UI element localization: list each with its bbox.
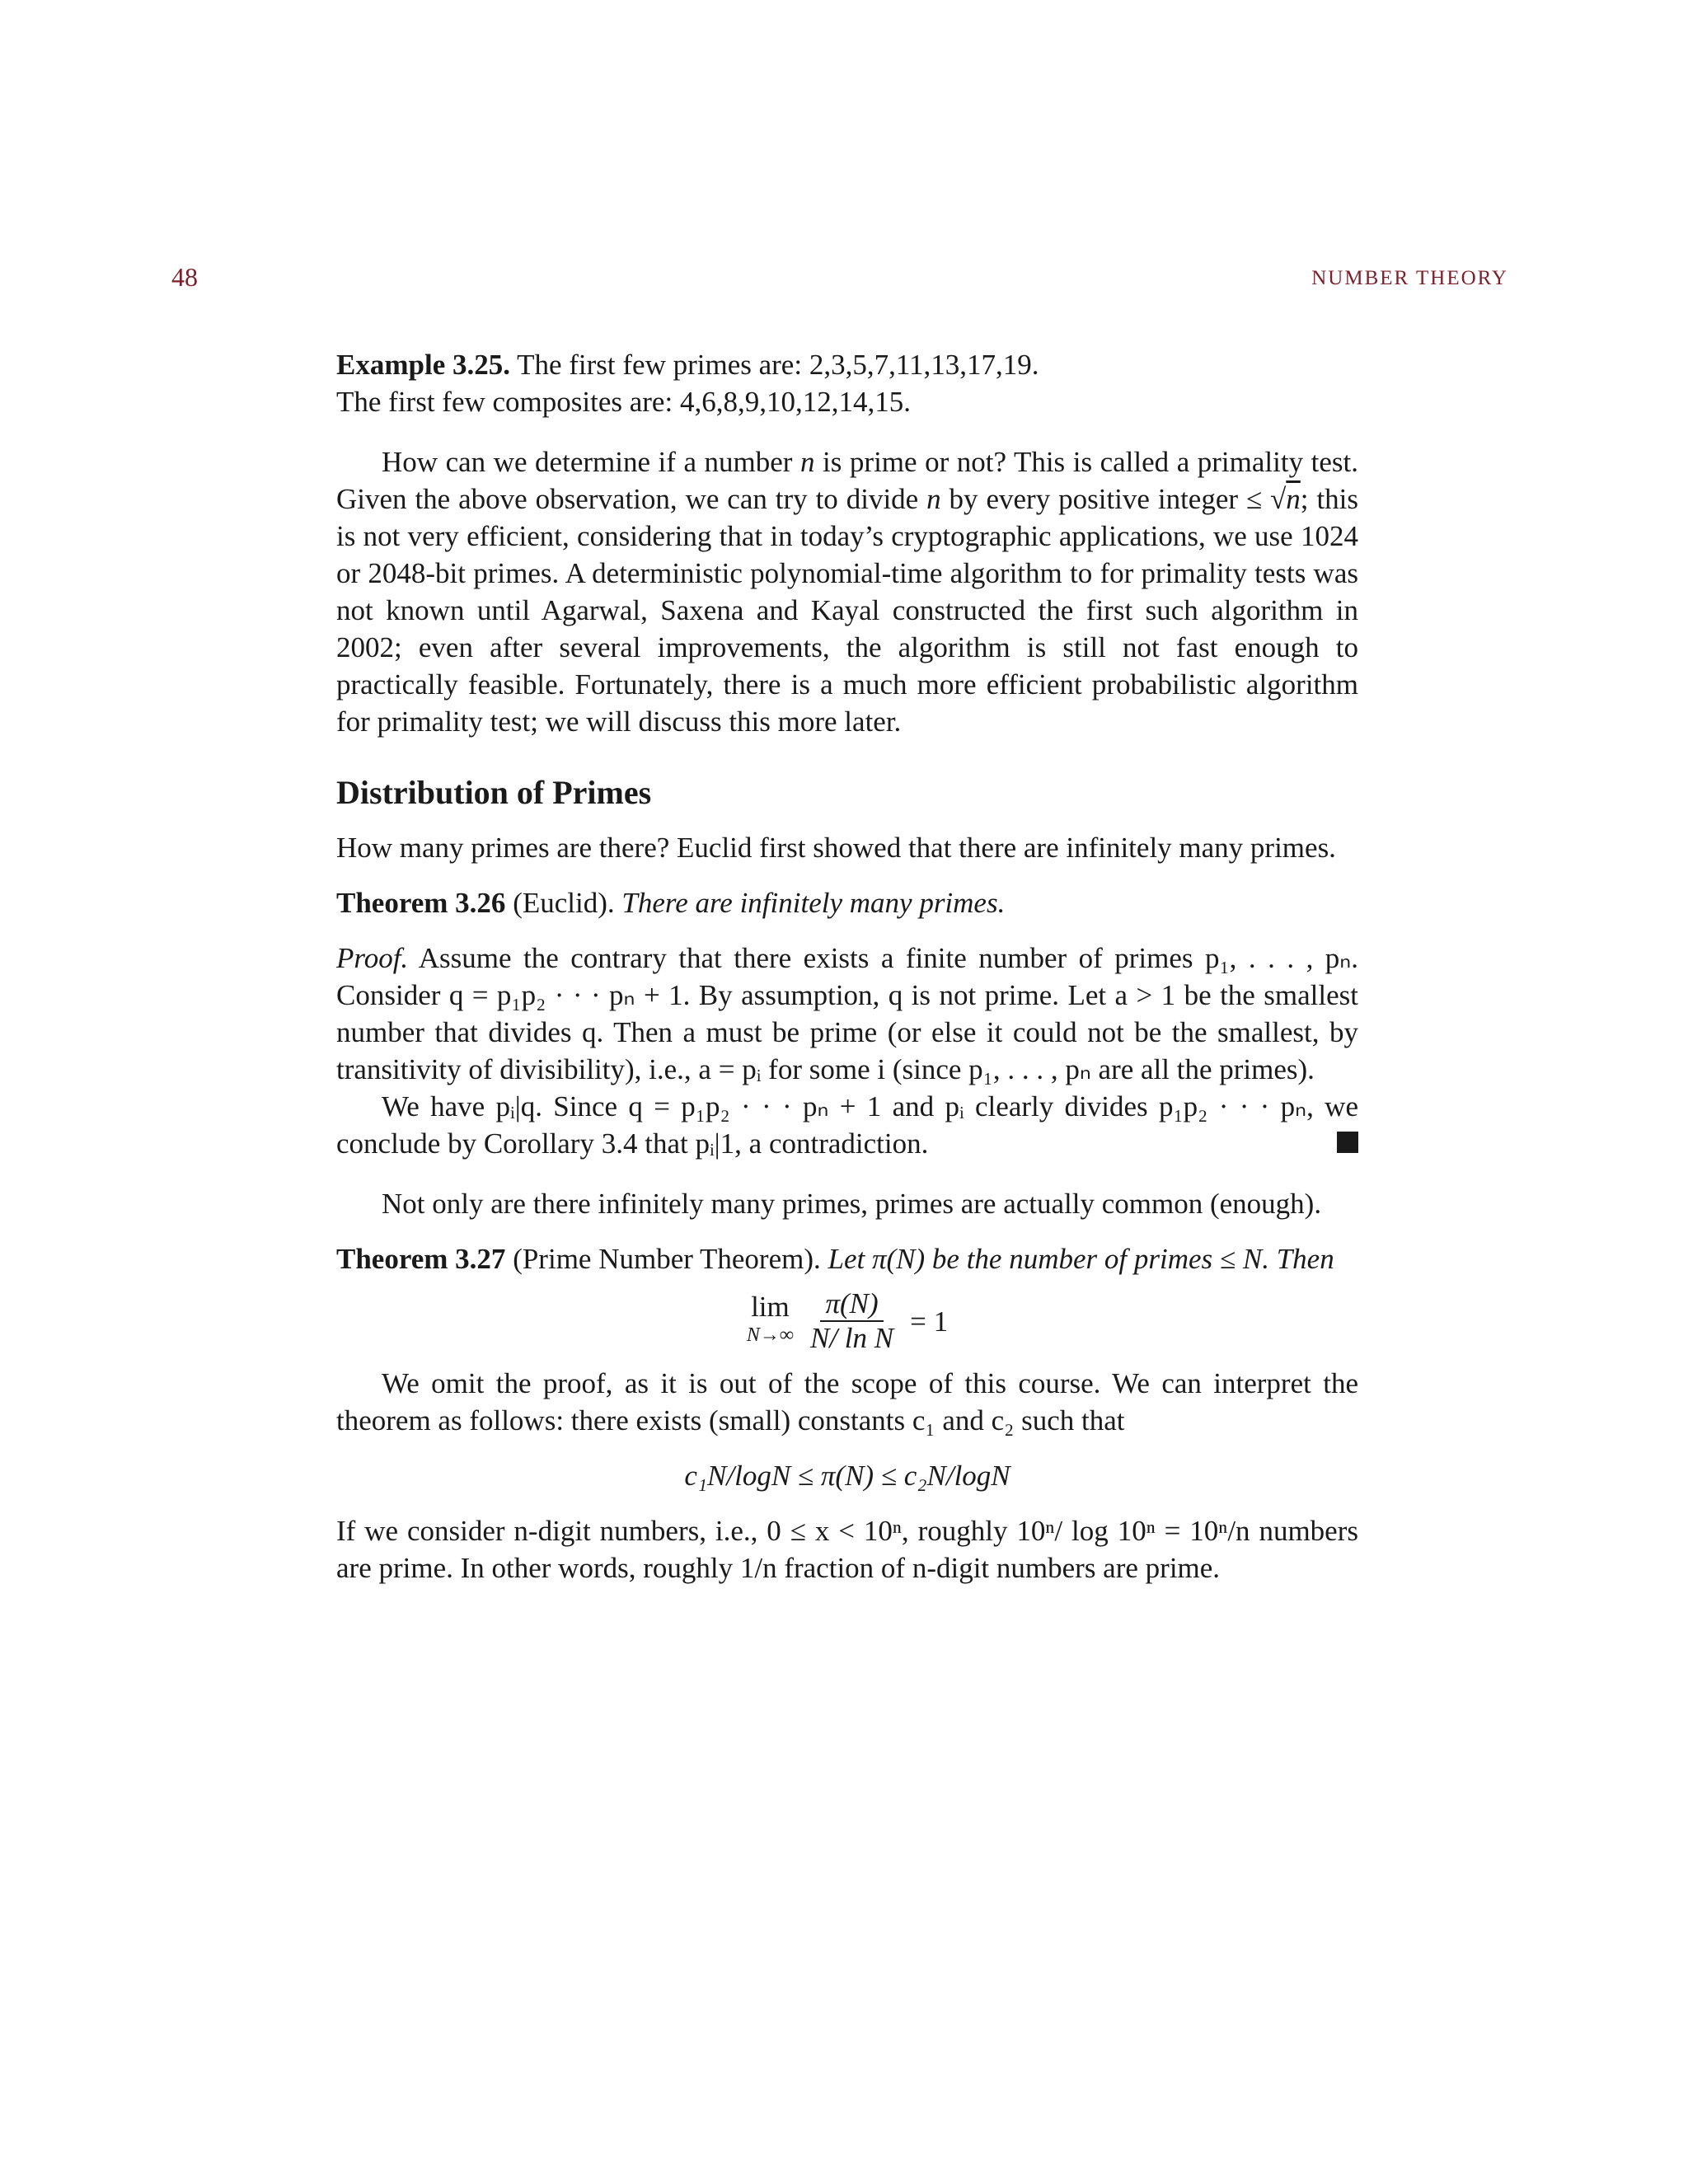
primality-paragraph: How can we determine if a number n is prime or not? This is called a primality test. Given the above observation, we can try to divide n by every positive integer ≤ √n; this is not very efficient, considering that in today’s cryptographic applications, we use 1024 or 2048-bit primes. A deterministic polynomial-time algorithm to for primality tests was not known until Agarwal, Saxena and Kayal constructed the first such algorithm in 2002; even after several improvements, the algorithm is still not fast enough to practically feasible. Fortunately, there is a much more efficient probabilistic algorithm for primality test; we will discuss this more later. bbox=[336, 446, 1359, 738]
lim-operator: lim bbox=[751, 1291, 790, 1323]
body-content bbox=[336, 346, 1358, 1586]
theorem-label: Theorem 3.27 bbox=[336, 1243, 506, 1275]
omit-proof-paragraph: We omit the proof, as it is out of the scope of this course. We can interpret the theorem as follows: there exists (small) constants c₁ and c₂ such that bbox=[336, 1367, 1358, 1436]
theorem-label: Theorem 3.26 bbox=[336, 887, 506, 919]
page-number: 48 bbox=[171, 262, 198, 292]
n-digit-paragraph: If we consider n-digit numbers, i.e., 0 ≤ x < 10ⁿ, roughly 10ⁿ/ log 10ⁿ = 10ⁿ/n numbers are prime. In other words, roughly 1/n fraction of n-digit numbers are prime. bbox=[336, 1515, 1358, 1584]
running-head: NUMBER THEORY bbox=[1311, 267, 1508, 289]
fraction-numerator: π(N) bbox=[820, 1287, 883, 1322]
proof-label: Proof. bbox=[336, 942, 409, 974]
bound-equation: c₁N/logN ≤ π(N) ≤ c₂N/logN bbox=[684, 1460, 1010, 1492]
qed-square-icon bbox=[1337, 1132, 1358, 1153]
lim-subscript: N→∞ bbox=[746, 1324, 794, 1346]
page-header bbox=[171, 262, 1508, 303]
limit-equation bbox=[336, 1287, 1358, 1355]
common-primes-paragraph: Not only are there infinitely many primes, primes are actually common (enough). bbox=[382, 1188, 1322, 1220]
theorem-3-27: Theorem 3.27 (Prime Number Theorem). Let π(N) be the number of primes ≤ N. Then bbox=[336, 1243, 1334, 1275]
example-3-25 bbox=[336, 346, 1358, 420]
section-title: Distribution of Primes bbox=[336, 774, 652, 811]
proof-paragraph-1: Proof. Assume the contrary that there exists a finite number of primes p₁, . . . , pₙ. Consider q = p₁p₂ · · · pₙ + 1. By assumption, q is not prime. Let a > 1 be the smallest number that divides q. Then a must be prime (or else it could not be the smallest, by transitivity of divisibility), i.e., a = pᵢ for some i (since p₁, . . . , pₙ are all the primes). bbox=[336, 942, 1358, 1085]
theorem-statement: Let π(N) be the number of primes ≤ N. Then bbox=[820, 1243, 1334, 1275]
euclid-intro-paragraph: How many primes are there? Euclid first showed that there are infinitely many primes. bbox=[336, 832, 1336, 864]
proof-paragraph-2: We have pᵢ|q. Since q = p₁p₂ · · · pₙ + 1 and pᵢ clearly divides p₁p₂ · · · pₙ, we conclude by Corollary 3.4 that pᵢ|1, a contradiction. bbox=[336, 1090, 1358, 1160]
example-composites-line: The first few composites are: 4,6,8,9,10,12,14,15. bbox=[336, 386, 911, 418]
fraction-denominator: N/ ln N bbox=[809, 1322, 894, 1354]
theorem-statement: There are infinitely many primes. bbox=[614, 887, 1006, 919]
example-primes-line: The first few primes are: 2,3,5,7,11,13,17,19. bbox=[509, 349, 1039, 381]
theorem-3-26: Theorem 3.26 (Euclid). There are infinitely many primes. bbox=[336, 887, 1006, 919]
example-label: Example 3.25. bbox=[336, 349, 510, 381]
equation-rhs: = 1 bbox=[910, 1305, 949, 1338]
